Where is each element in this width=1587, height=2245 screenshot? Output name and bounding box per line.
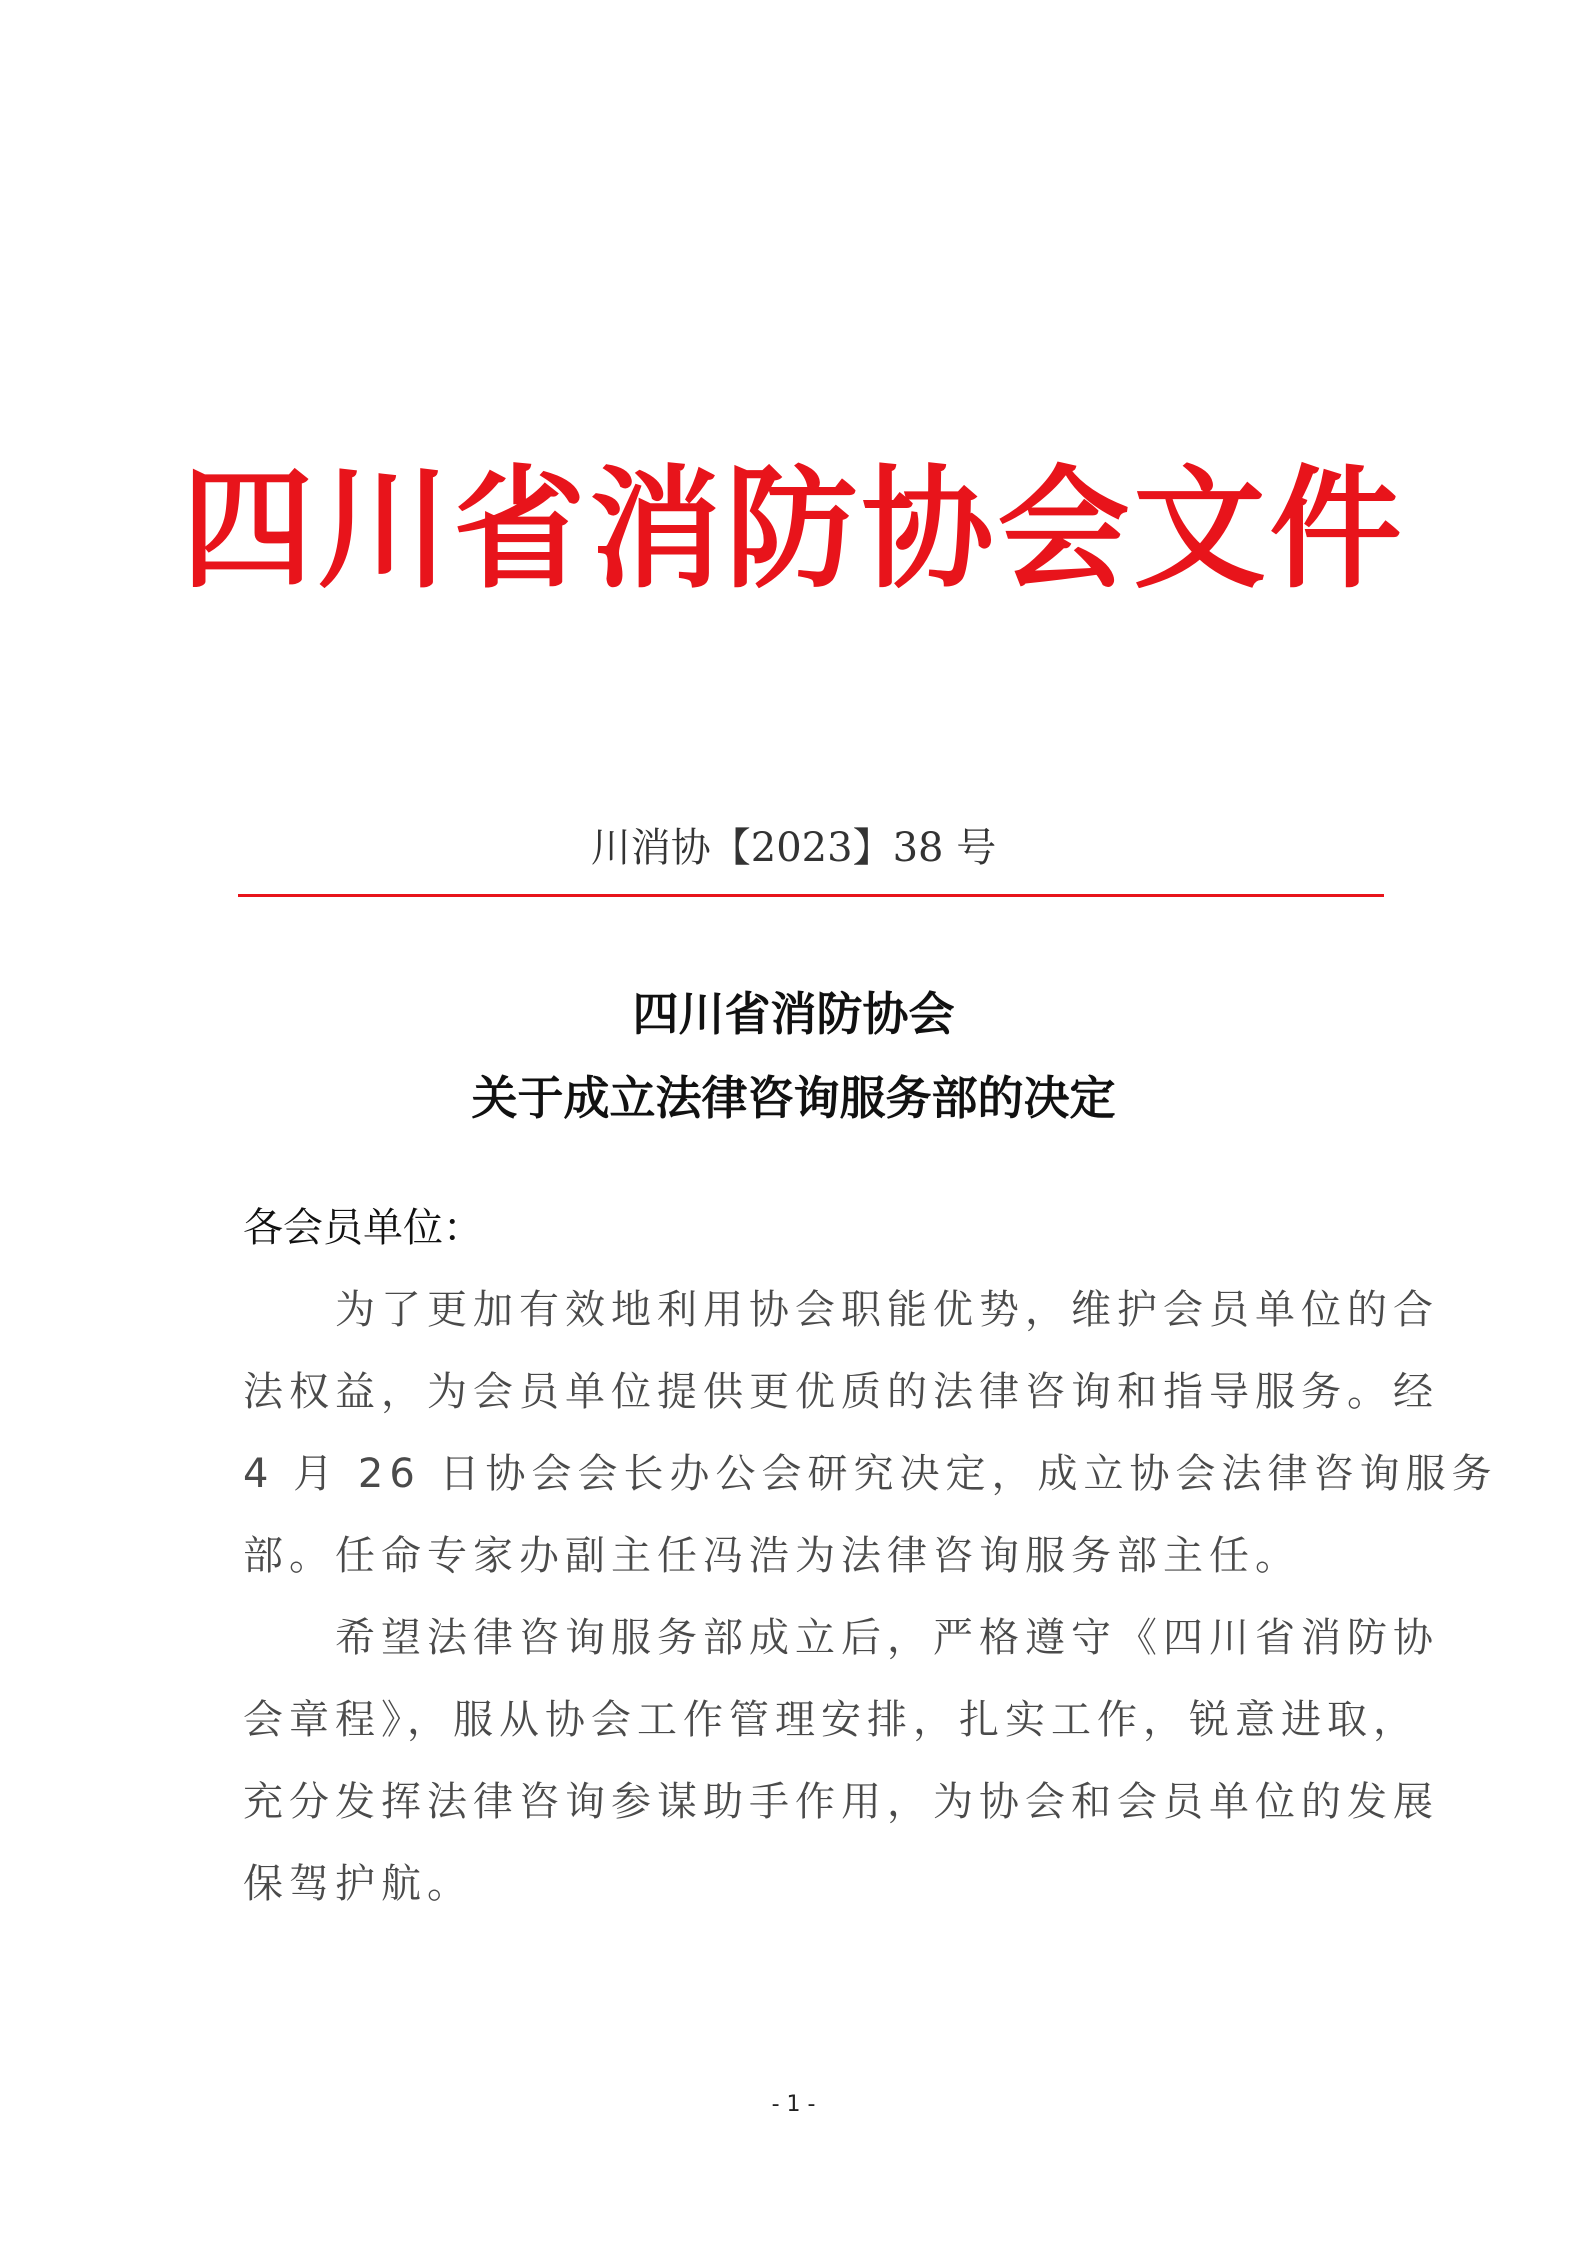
- body-text: [243, 1282, 1498, 1938]
- document-title: [0, 972, 1587, 1140]
- body-line: 法权益，为会员单位提供更优质的法律咨询和指导服务。经: [243, 1369, 1439, 1415]
- title-line-2: 关于成立法律咨询服务部的决定: [471, 1071, 1116, 1125]
- page-number: - 1 -: [771, 2092, 816, 2117]
- body-line: 4 月 26 日协会会长办公会研究决定，成立协会法律咨询服务: [243, 1451, 1498, 1497]
- body-line: 保驾护航。: [243, 1861, 473, 1907]
- body-line: 部。任命专家办副主任冯浩为法律咨询服务部主任。: [243, 1533, 1301, 1579]
- red-divider-rule: [238, 894, 1384, 897]
- title-line-1: 四川省消防协会: [632, 987, 955, 1041]
- red-header-title: 四川省消防协会文件: [181, 452, 1406, 607]
- salutation: 各会员单位：: [243, 1205, 483, 1251]
- document-number: 川消协【2023】38 号: [590, 825, 997, 871]
- body-line: 为了更加有效地利用协会职能优势，维护会员单位的合: [243, 1287, 1439, 1333]
- body-line: 会章程》，服从协会工作管理安排，扎实工作，锐意进取，: [243, 1697, 1419, 1743]
- body-line: 充分发挥法律咨询参谋助手作用，为协会和会员单位的发展: [243, 1779, 1439, 1825]
- body-line: 希望法律咨询服务部成立后，严格遵守《四川省消防协: [243, 1615, 1439, 1661]
